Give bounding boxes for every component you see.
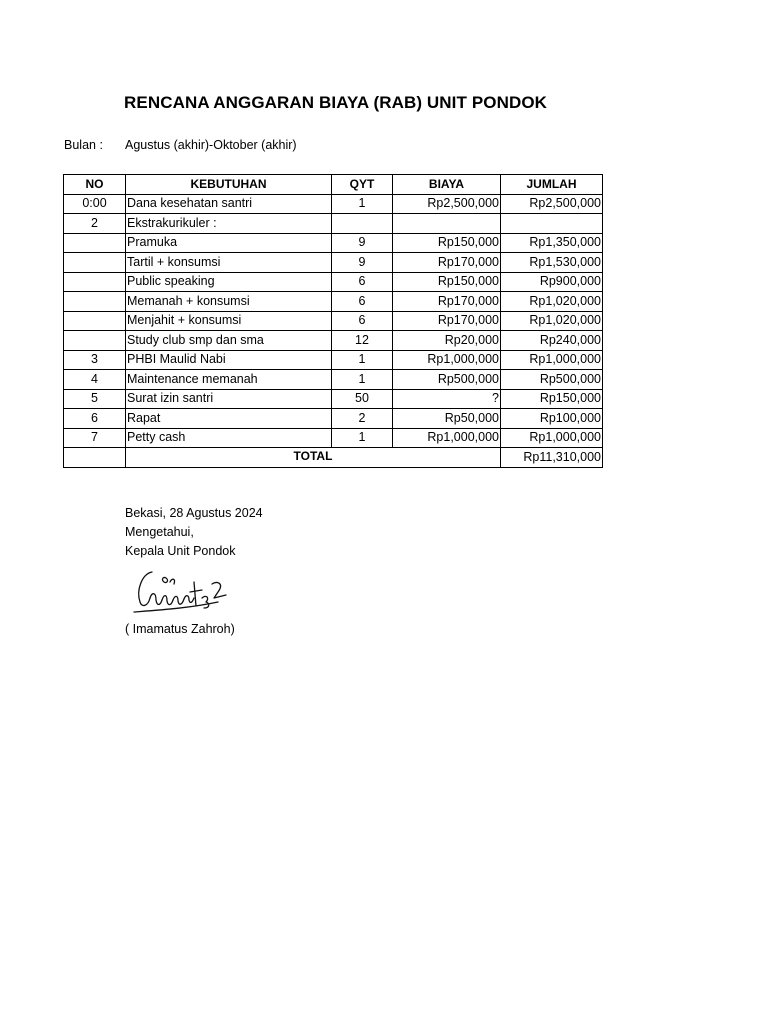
- header-biaya: BIAYA: [393, 175, 501, 195]
- cell-kebutuhan: Pramuka: [126, 233, 332, 253]
- cell-jumlah: Rp1,530,000: [501, 253, 603, 273]
- cell-qyt: 1: [332, 370, 393, 390]
- table-row: [64, 292, 603, 312]
- table-row: [64, 409, 603, 429]
- cell-biaya: Rp2,500,000: [393, 194, 501, 214]
- total-spacer-cell: [64, 448, 126, 468]
- signature-place-date: Bekasi, 28 Agustus 2024: [125, 506, 263, 520]
- cell-jumlah: [501, 214, 603, 234]
- cell-qyt: 50: [332, 389, 393, 409]
- cell-kebutuhan: Menjahit + konsumsi: [126, 311, 332, 331]
- cell-jumlah: Rp150,000: [501, 389, 603, 409]
- header-kebutuhan: KEBUTUHAN: [126, 175, 332, 195]
- cell-no: [64, 253, 126, 273]
- total-row: [64, 448, 603, 468]
- period-label: Bulan :: [64, 138, 103, 152]
- period-value: Agustus (akhir)-Oktober (akhir): [125, 138, 297, 152]
- table-row: [64, 194, 603, 214]
- cell-kebutuhan: Tartil + konsumsi: [126, 253, 332, 273]
- cell-jumlah: Rp100,000: [501, 409, 603, 429]
- cell-qyt: 2: [332, 409, 393, 429]
- cell-qyt: 12: [332, 331, 393, 351]
- signature-role: Kepala Unit Pondok: [125, 544, 236, 558]
- cell-qyt: [332, 214, 393, 234]
- cell-biaya: Rp1,000,000: [393, 350, 501, 370]
- cell-biaya: Rp170,000: [393, 311, 501, 331]
- cell-biaya: Rp1,000,000: [393, 428, 501, 448]
- header-no: NO: [64, 175, 126, 195]
- cell-no: 0:00: [64, 194, 126, 214]
- signatory-name: ( Imamatus Zahroh): [125, 622, 235, 636]
- cell-jumlah: Rp1,020,000: [501, 292, 603, 312]
- cell-no: [64, 272, 126, 292]
- cell-no: [64, 311, 126, 331]
- cell-biaya: ?: [393, 389, 501, 409]
- cell-no: [64, 292, 126, 312]
- cell-biaya: Rp500,000: [393, 370, 501, 390]
- cell-kebutuhan: Dana kesehatan santri: [126, 194, 332, 214]
- cell-jumlah: Rp900,000: [501, 272, 603, 292]
- cell-jumlah: Rp1,000,000: [501, 428, 603, 448]
- header-jumlah: JUMLAH: [501, 175, 603, 195]
- signature-acknowledged: Mengetahui,: [125, 525, 194, 539]
- cell-no: 3: [64, 350, 126, 370]
- cell-jumlah: Rp1,000,000: [501, 350, 603, 370]
- cell-kebutuhan: Maintenance memanah: [126, 370, 332, 390]
- cell-qyt: 1: [332, 350, 393, 370]
- cell-biaya: Rp20,000: [393, 331, 501, 351]
- cell-no: 6: [64, 409, 126, 429]
- cell-kebutuhan: Public speaking: [126, 272, 332, 292]
- cell-jumlah: Rp240,000: [501, 331, 603, 351]
- cell-biaya: Rp50,000: [393, 409, 501, 429]
- cell-kebutuhan: Study club smp dan sma: [126, 331, 332, 351]
- cell-kebutuhan: Petty cash: [126, 428, 332, 448]
- cell-qyt: 9: [332, 253, 393, 273]
- cell-no: 5: [64, 389, 126, 409]
- cell-no: 4: [64, 370, 126, 390]
- cell-jumlah: Rp500,000: [501, 370, 603, 390]
- table-row: [64, 428, 603, 448]
- cell-biaya: Rp150,000: [393, 272, 501, 292]
- cell-jumlah: Rp1,350,000: [501, 233, 603, 253]
- cell-jumlah: Rp2,500,000: [501, 194, 603, 214]
- cell-biaya: Rp170,000: [393, 292, 501, 312]
- table-row: [64, 233, 603, 253]
- table-row: [64, 370, 603, 390]
- cell-no: [64, 331, 126, 351]
- cell-no: 7: [64, 428, 126, 448]
- cell-kebutuhan: Ekstrakurikuler :: [126, 214, 332, 234]
- table-row: [64, 331, 603, 351]
- table-header-row: [64, 175, 603, 195]
- cell-jumlah: Rp1,020,000: [501, 311, 603, 331]
- cell-kebutuhan: PHBI Maulid Nabi: [126, 350, 332, 370]
- cell-kebutuhan: Surat izin santri: [126, 389, 332, 409]
- budget-table: [63, 174, 603, 468]
- cell-biaya: [393, 214, 501, 234]
- cell-qyt: 1: [332, 194, 393, 214]
- cell-no: 2: [64, 214, 126, 234]
- table-row: [64, 350, 603, 370]
- cell-qyt: 6: [332, 272, 393, 292]
- table-row: [64, 389, 603, 409]
- total-value: Rp11,310,000: [501, 448, 603, 468]
- table-row: [64, 272, 603, 292]
- cell-biaya: Rp150,000: [393, 233, 501, 253]
- cell-kebutuhan: Memanah + konsumsi: [126, 292, 332, 312]
- header-qyt: QYT: [332, 175, 393, 195]
- cell-qyt: 6: [332, 311, 393, 331]
- cell-qyt: 6: [332, 292, 393, 312]
- cell-qyt: 9: [332, 233, 393, 253]
- cell-no: [64, 233, 126, 253]
- cell-qyt: 1: [332, 428, 393, 448]
- handwritten-signature: [130, 562, 240, 618]
- table-row: [64, 253, 603, 273]
- document-title: RENCANA ANGGARAN BIAYA (RAB) UNIT PONDOK: [124, 93, 548, 112]
- table-row: [64, 214, 603, 234]
- total-label: TOTAL: [126, 448, 501, 468]
- table-row: [64, 311, 603, 331]
- cell-biaya: Rp170,000: [393, 253, 501, 273]
- cell-kebutuhan: Rapat: [126, 409, 332, 429]
